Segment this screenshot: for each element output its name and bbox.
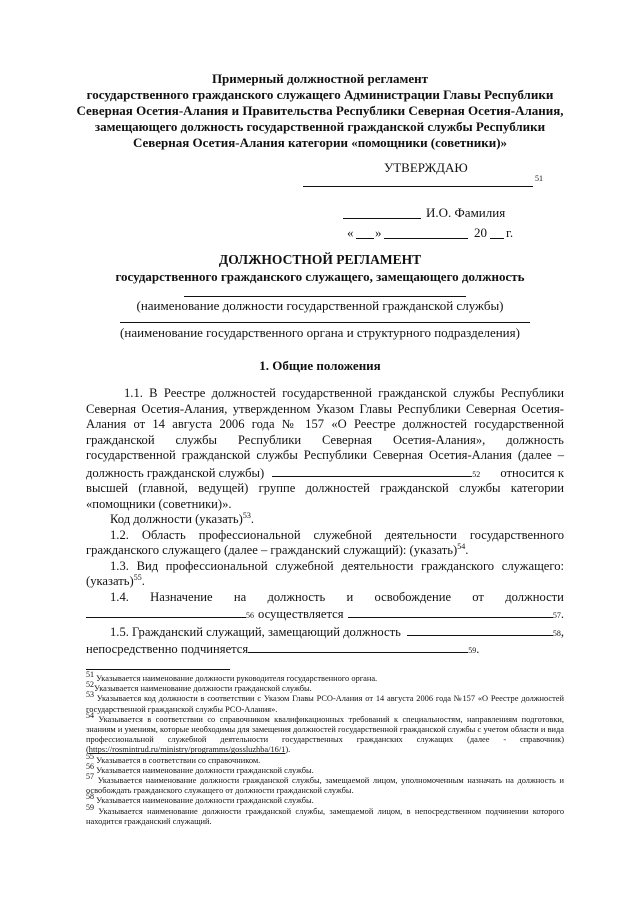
footnote-number: 58 xyxy=(86,792,94,802)
header-line: Примерный должностной регламент xyxy=(211,71,429,86)
paragraph-line: государственной гражданской службы Республики Северная Осетия-Алания (далее – xyxy=(86,448,564,462)
word: гражданской xyxy=(86,432,155,447)
section-heading: 1. Общие положения xyxy=(259,358,381,373)
footnote-text: ). xyxy=(285,745,291,755)
line-text: осуществляется xyxy=(258,607,344,621)
footnote-item xyxy=(86,711,565,756)
footnotes xyxy=(86,670,565,827)
header-line: Северная Осетия-Алания категории «помощники (советники)» xyxy=(132,135,508,150)
footnote-item xyxy=(86,762,564,776)
blank-field xyxy=(86,605,246,618)
paragraph-line xyxy=(86,433,564,449)
footnote-number: 52 xyxy=(86,680,94,690)
document-header xyxy=(60,71,580,151)
signer-name: И.О. Фамилия xyxy=(426,205,506,220)
paragraph-line xyxy=(86,512,564,528)
signature-line xyxy=(343,218,421,219)
footnote-item xyxy=(86,751,564,766)
line-text: Код должности (указать) xyxy=(110,512,243,526)
section-body xyxy=(86,386,564,658)
paragraph-line xyxy=(86,543,564,559)
month-line xyxy=(384,238,468,239)
paragraph-line: 1.3. Вид профессиональной служебной деятельности гражданского служащего: xyxy=(110,558,564,573)
punctuation: . xyxy=(250,512,254,526)
punctuation: , xyxy=(560,624,564,639)
header-line: государственного гражданского служащего Администрации Главы Республики xyxy=(86,87,554,102)
blank-field xyxy=(348,605,553,618)
word: Северная xyxy=(321,432,373,447)
footnote-item xyxy=(86,670,564,684)
word: на xyxy=(233,589,247,604)
year-prefix: 20 xyxy=(474,225,487,240)
paragraph-line xyxy=(86,574,564,590)
footnote-ref: 55 xyxy=(133,572,142,582)
line-text: (указать) xyxy=(86,574,134,588)
approve-label: УТВЕРЖДАЮ xyxy=(384,160,468,175)
footnote-number: 51 xyxy=(86,670,94,680)
punctuation: . xyxy=(560,607,564,621)
punctuation: . xyxy=(476,642,480,656)
paragraph-line: 1.5. Гражданский служащий, замещающий должность 58 , xyxy=(110,624,564,639)
footnote-ref: 51 xyxy=(535,174,543,183)
footnote-item xyxy=(86,690,564,714)
footnote-text: Указывается наименование должности гражданской службы. xyxy=(96,765,314,775)
header-line: замещающего должность государственной гражданской службы Республики xyxy=(94,119,546,134)
paragraph-line: 1.1. В Реестре должностей государственной гражданской службы Республики xyxy=(124,386,564,400)
document-title: ДОЛЖНОСТНОЙ РЕГЛАМЕНТ xyxy=(218,252,422,267)
word: от xyxy=(472,589,484,604)
word: Назначение xyxy=(150,589,213,604)
paragraph-line: «помощники (советники)». xyxy=(86,496,232,511)
line-text: непосредственно подчиняется xyxy=(86,642,249,656)
line-text: относится к xyxy=(500,465,564,480)
position-caption: (наименование должности государственной гражданской службы) xyxy=(136,298,504,313)
footnote-number: 57 xyxy=(86,772,94,782)
blank-field xyxy=(272,464,472,477)
word: службы xyxy=(175,432,217,447)
date-open-quote: « xyxy=(347,225,354,240)
word: и xyxy=(346,589,354,604)
year-suffix: г. xyxy=(506,225,514,240)
paragraph-line: 1.2. Область профессиональной служебной деятельности государственного xyxy=(110,527,564,542)
header-line: Северная Осетия-Алания и Правительства Республики Северная Осетия-Алания, xyxy=(76,103,564,118)
line-text: должность гражданской службы) xyxy=(86,465,265,480)
word: должность xyxy=(267,589,326,604)
document-subtitle: государственного гражданского служащего, замещающего должность xyxy=(115,269,525,284)
org-line xyxy=(120,322,530,323)
day-line xyxy=(356,238,374,239)
footnote-text: Указывается наименование должности руководителя государственного органа. xyxy=(96,674,378,683)
blank-field xyxy=(248,640,468,653)
paragraph-line xyxy=(86,590,564,606)
year-line xyxy=(490,238,504,239)
footnote-ref: 54 xyxy=(457,541,466,551)
paragraph-line: Алания от 14 августа 2006 года № 157 «О Реестре должностей государственной xyxy=(86,417,564,431)
signature-line xyxy=(303,186,533,187)
footnote-text: Указывается наименование должности гражданской службы, замещаемой лицом, уполномоченным назначать на должность и освобождать гражданского служащего от должности гражданской службы. xyxy=(86,776,565,796)
footnote-separator xyxy=(86,669,230,670)
word: должность xyxy=(506,432,564,447)
footnote-item xyxy=(86,802,565,827)
footnote-number: 59 xyxy=(86,802,94,812)
blank-field xyxy=(407,623,553,636)
footnote-text: Указывается наименование должности гражданской службы. xyxy=(94,684,312,694)
word: Осетия-Алания», xyxy=(392,432,486,447)
punctuation: . xyxy=(465,543,469,557)
line-text: гражданского служащего (далее – гражданский служащий): (указать) xyxy=(86,543,458,557)
footnote-item xyxy=(86,792,564,806)
footnote-text: Указывается наименование должности гражданской службы. xyxy=(96,796,314,806)
org-caption: (наименование государственного органа и структурного подразделения) xyxy=(120,325,520,340)
paragraph-line: должность гражданской службы) 52 относится к xyxy=(86,465,564,480)
footnote-item xyxy=(86,772,565,796)
footnote-number: 54 xyxy=(86,711,94,721)
footnote-number: 53 xyxy=(86,690,94,700)
paragraph-line: 56 осуществляется 57 . xyxy=(86,605,564,623)
word: Республики xyxy=(237,432,302,447)
line-text: 1.5. Гражданский служащий, замещающий должность xyxy=(110,624,401,639)
footnote-text: Указывается код должности в соответствии с Указом Главы РСО-Алания от 14 августа 2006 года №157 «О Реестре должностей государственной гражданской службы РСО-Алания». xyxy=(86,694,564,714)
footnote-ref: 53 xyxy=(242,510,251,520)
footnote-link[interactable]: https://rosmintrud.ru/ministry/programms/gossluzhba/16/1 xyxy=(88,745,286,755)
date-close-quote: » xyxy=(375,225,382,240)
paragraph-line: Северная Осетия-Алания, утвержденном Указом Главы Республики Северная Осетия- xyxy=(86,401,564,416)
word: должности xyxy=(505,589,564,604)
position-line xyxy=(184,296,466,297)
footnote-item xyxy=(86,680,564,694)
footnote-text: Указывается в соответствии со справочником. xyxy=(96,755,261,765)
paragraph-line: непосредственно подчиняется 59 . xyxy=(86,642,480,656)
word: освобождение xyxy=(374,589,452,604)
paragraph-line: высшей (главной, ведущей) группе должностей гражданской службы категории xyxy=(86,481,564,495)
word: 1.4. xyxy=(110,589,129,604)
punctuation: . xyxy=(141,574,145,588)
footnote-text: Указывается наименование должности гражданской службы, замещаемой лицом, в непосредственном подчинении которого находится гражданский служащий. xyxy=(86,806,565,826)
footnote-number: 55 xyxy=(86,751,94,761)
footnote-number: 56 xyxy=(86,762,94,772)
footnote-text: Указывается в соответствии со справочником квалификационных требований к специальностям, направлениям подготовки, знаниям и умениям, которые необходимы для замещения должностей государственной гражданской службы с учетом области и вида профессиональной служебной деятельности государственных гражданских служащих (далее - справочник) ( xyxy=(86,714,565,755)
